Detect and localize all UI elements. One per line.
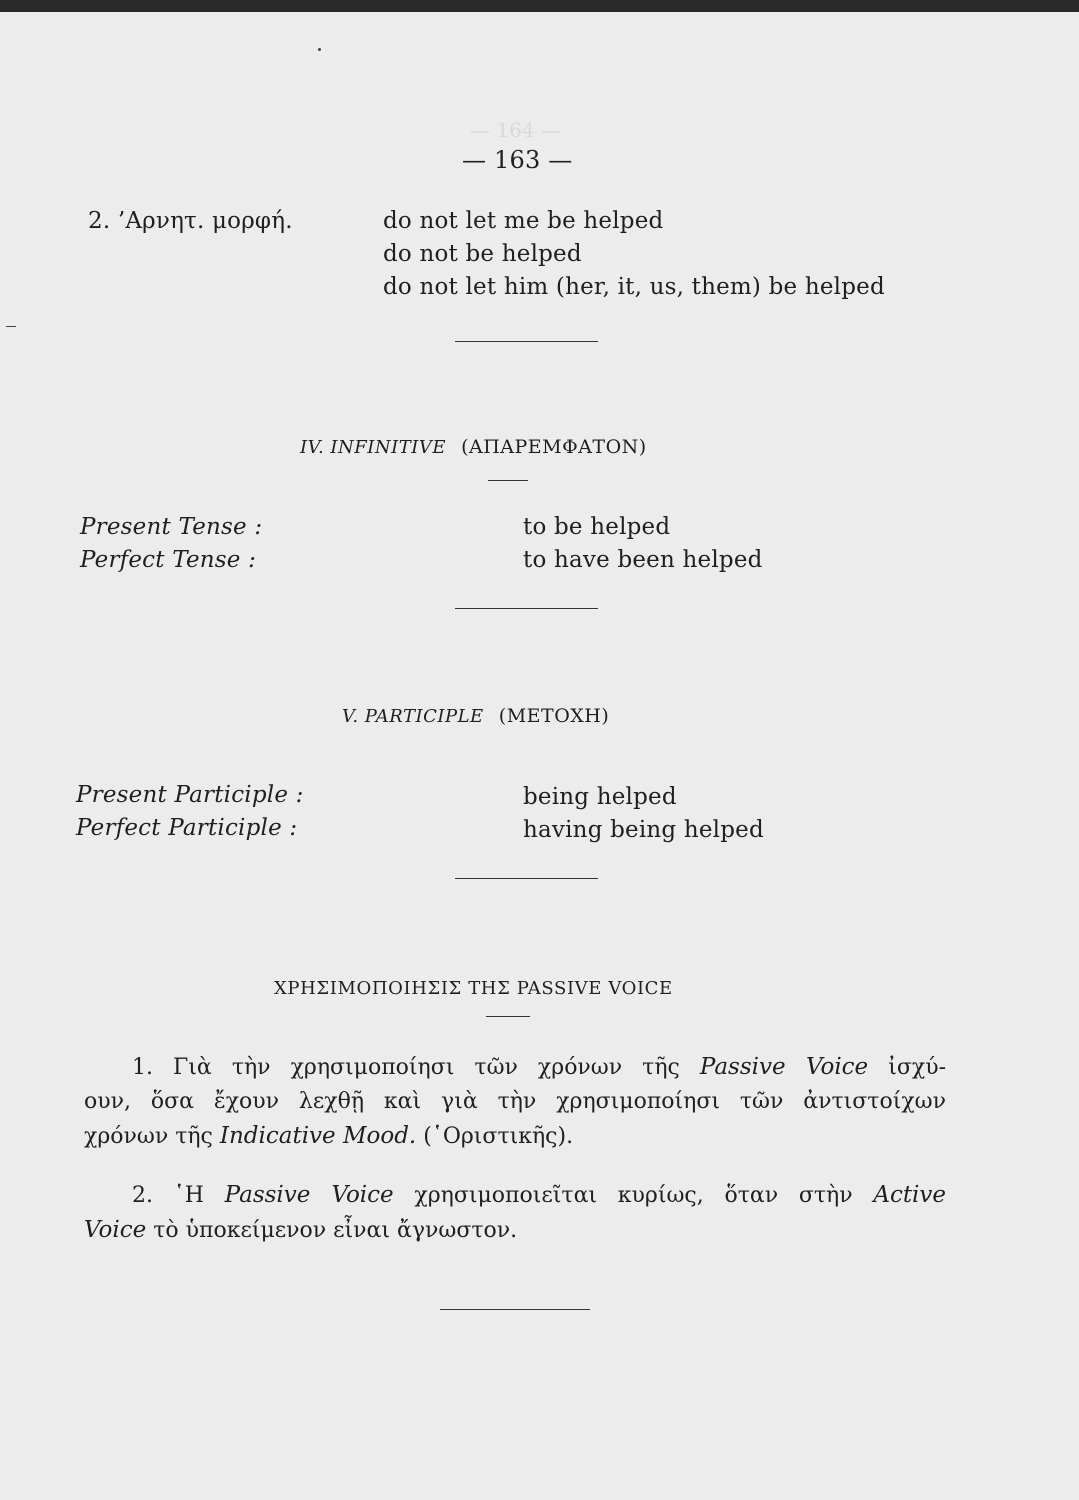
negative-form-3: do not let him (her, it, us, them) be helped bbox=[383, 274, 885, 300]
divider bbox=[440, 1309, 590, 1310]
infinitive-heading bbox=[300, 436, 647, 458]
negative-form-2: do not be helped bbox=[383, 241, 582, 267]
bleed-through: — 164 — bbox=[470, 118, 561, 142]
paragraph-1-line-3: χρόνων τῆς Indicative Mood. (῾Οριστικῆς). bbox=[84, 1123, 574, 1149]
dust-speck bbox=[318, 48, 321, 51]
infinitive-heading-title: IV. INFINITIVE bbox=[300, 437, 446, 458]
short-divider bbox=[488, 480, 528, 481]
usage-paragraph-1 bbox=[84, 1050, 946, 1154]
present-participle-label: Present Participle : bbox=[76, 782, 304, 808]
paragraph-1-line-2: ουν, ὅσα ἔχουν λεχθῇ καὶ γιὰ τὴν χρησιμοποίησι τῶν ἀντιστοίχων bbox=[84, 1089, 946, 1114]
negative-form-1: do not let me be helped bbox=[383, 208, 664, 234]
usage-heading: ΧΡΗΣΙΜΟΠΟΙΗΣΙΣ ΤΗΣ PASSIVE VOICE bbox=[274, 978, 673, 999]
negative-form-label: 2. ’Αρνητ. μορφή. bbox=[88, 208, 293, 234]
paragraph-2-line-2: Voice τὸ ὑποκείμενον εἶναι ἄγνωστον. bbox=[84, 1217, 518, 1243]
perfect-participle-label: Perfect Participle : bbox=[76, 815, 298, 841]
perfect-participle-value: having being helped bbox=[523, 817, 764, 843]
paragraph-1-line-1: 1. Γιὰ τὴν χρησιμοποίησι τῶν χρόνων τῆς Passive Voice ἰσχύ- bbox=[132, 1054, 947, 1080]
participle-heading-title: V. PARTICIPLE bbox=[342, 706, 484, 727]
usage-paragraph-2 bbox=[84, 1178, 946, 1248]
perfect-tense-value: to have been helped bbox=[523, 547, 763, 573]
divider bbox=[455, 608, 598, 609]
infinitive-heading-greek: (ΑΠΑΡΕΜΦΑΤΟΝ) bbox=[461, 436, 647, 458]
participle-heading-greek: (ΜΕΤΟΧΗ) bbox=[498, 705, 610, 727]
present-tense-label: Present Tense : bbox=[80, 514, 263, 540]
present-tense-value: to be helped bbox=[523, 514, 671, 540]
page-number: — 163 — bbox=[462, 146, 573, 174]
dust-mark bbox=[6, 326, 16, 327]
perfect-tense-label: Perfect Tense : bbox=[80, 547, 257, 573]
participle-heading bbox=[342, 705, 609, 727]
short-divider bbox=[486, 1016, 530, 1017]
present-participle-value: being helped bbox=[523, 784, 677, 810]
divider bbox=[455, 878, 598, 879]
divider bbox=[455, 341, 598, 342]
paragraph-2-line-1: 2. ῾Η Passive Voice χρησιμοποιεῖται κυρίως, ὅταν στὴν Active bbox=[132, 1182, 947, 1208]
scan-edge bbox=[0, 0, 1079, 12]
